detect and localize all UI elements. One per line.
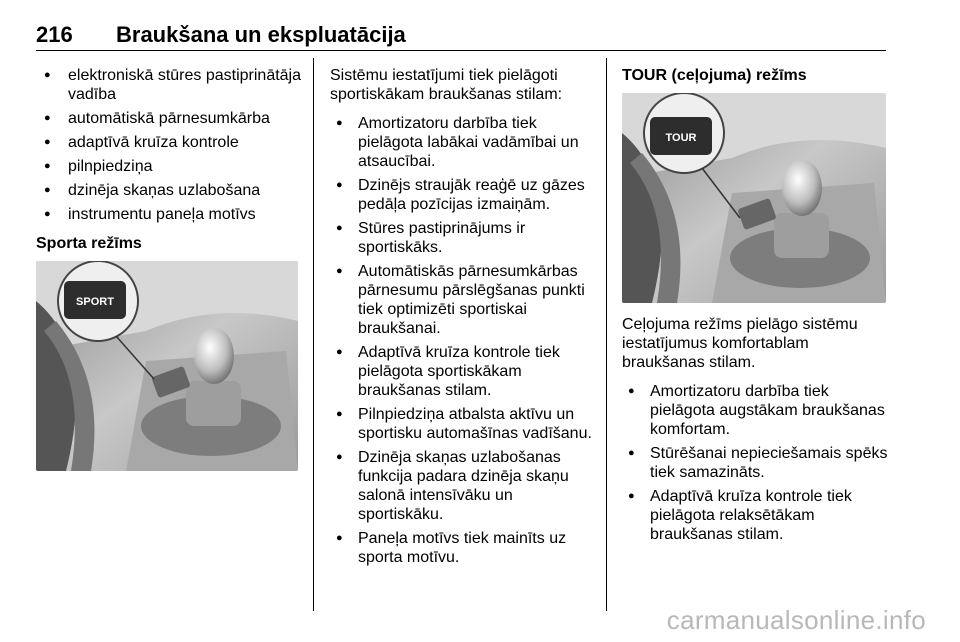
tour-settings-list [622,382,890,544]
list-item: ● Stūrēšanai nepieciešamais spēks tiek samazināts. [622,444,890,482]
page-number: 216 [36,22,73,47]
tour-mode-heading: TOUR (ceļojuma) režīms [622,67,807,84]
column-divider-1 [313,58,314,611]
column-divider-2 [606,58,607,611]
list-item: ● elektroniskā stūres pastiprinātāja vadība [36,66,302,104]
list-item: ● Amortizatoru darbība tiek pielāgota labākai vadāmībai un atsaucībai. [330,114,598,171]
list-item: ● instrumentu paneļa motīvs [36,205,302,224]
list-item: ● Paneļa motīvs tiek mainīts uz sporta motīvu. [330,529,598,567]
list-item: ● adaptīvā kruīza kontrole [36,133,302,152]
tour-mode-figure [622,93,886,303]
list-item: ● Adaptīvā kruīza kontrole tiek pielāgota relaksētākam braukšanas stilam. [622,487,890,544]
list-item: ● dzinēja skaņas uzlabošana [36,181,302,200]
sport-mode-heading: Sporta režīms [36,235,142,252]
page-header [36,22,886,50]
list-item: ● Stūres pastiprinājums ir sportiskāks. [330,219,598,257]
sport-mode-figure [36,261,298,471]
list-item: ● Amortizatoru darbība tiek pielāgota augstākam braukšanas komfortam. [622,382,890,439]
column-1 [36,66,302,471]
column-3 [622,66,890,549]
list-item: ● Automātiskās pārnesumkārbas pārnesumu pārslēgšanas punkti tiek optimizēti sportiskai braukšanai. [330,262,598,338]
watermark: carmanualsonline.info [666,605,926,635]
list-item: ● Dzinējs straujāk reaģē uz gāzes pedāļa pozīcijas izmaiņām. [330,176,598,214]
sport-console-illustration [36,261,298,471]
feature-list [36,66,302,224]
sport-settings-list [330,114,598,567]
header-rule [36,50,886,51]
tour-intro-text: Ceļojuma režīms pielāgo sistēmu iestatījumus komfortablam braukšanas stilam. [622,316,858,371]
list-item: ● Adaptīvā kruīza kontrole tiek pielāgota sportiskākam braukšanas stilam. [330,343,598,400]
column-2 [330,66,598,572]
list-item: ● automātiskā pārnesumkārba [36,109,302,128]
sport-intro-text: Sistēmu iestatījumi tiek pielāgoti sportiskākam braukšanas stilam: [330,67,563,103]
list-item: ● Pilnpiedziņa atbalsta aktīvu un sportisku automašīnas vadīšanu. [330,405,598,443]
tour-console-illustration [622,93,886,303]
tour-button-label: TOUR [665,132,697,144]
list-item: ● pilnpiedziņa [36,157,302,176]
sport-button-label: SPORT [76,296,114,308]
page-title: Braukšana un ekspluatācija [116,22,406,47]
list-item: ● Dzinēja skaņas uzlabošanas funkcija padara dzinēja skaņu salonā intensīvāku un sportiskāku. [330,448,598,524]
